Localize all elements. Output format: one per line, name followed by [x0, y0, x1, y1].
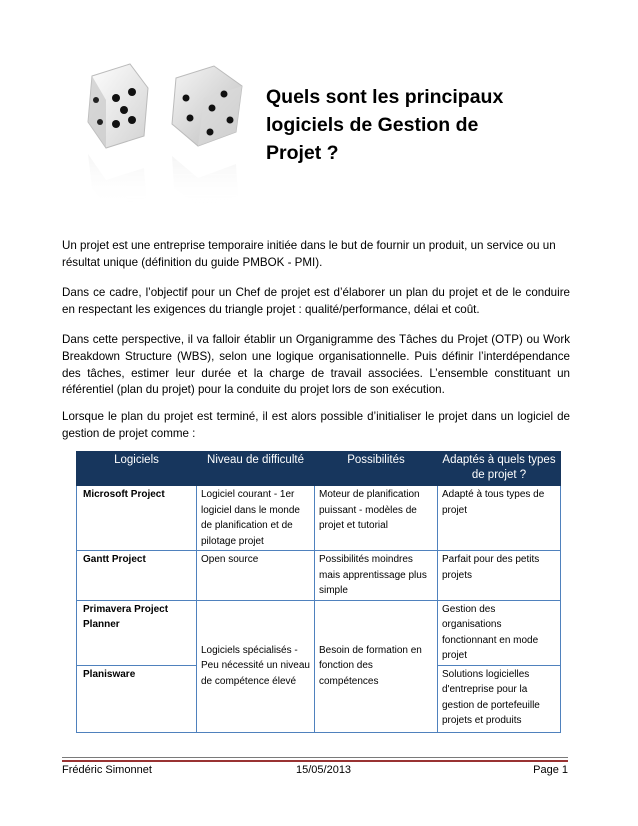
table-cell: Besoin de formation en fonction des compétences [315, 600, 438, 732]
dice-illustration [74, 58, 260, 218]
table-cell: Gestion des organisations fonctionnant en mode projet [438, 600, 561, 665]
footer-date: 15/05/2013 [296, 764, 352, 776]
table-cell: Primavera Project Planner [77, 600, 197, 665]
paragraph-objective: Dans ce cadre, l’objectif pour un Chef de projet est d’élaborer un plan du projet et de le conduire en respectant les exigences du triangle projet : qualité/performance, délai et coût. [62, 286, 570, 316]
paragraph-intro-table: Lorsque le plan du projet est terminé, il est alors possible d’initialiser le projet dans un logiciel de gestion de projet comme : [62, 410, 570, 440]
table-cell: Open source [197, 551, 315, 601]
paragraph-perspective: Dans cette perspective, il va falloir établir un Organigramme des Tâches du Projet (OTP) ou Work Breakdown Structure (WBS), selon une logique organisationnelle. Puis définir l’interdépendance des tâches, estimer leur durée et la charge de travail associées. L’ensemble constituant un référentiel (plan du projet) pour la conduite du projet lors de son exécution. [62, 333, 570, 397]
header-possibilites: Possibilités [315, 452, 438, 486]
header-adaptes: Adaptés à quels types de projet ? [438, 452, 561, 486]
table-cell: Possibilités moindres mais apprentissage plus simple [315, 551, 438, 601]
title-line: Quels sont les principaux [266, 86, 504, 108]
footer-author: Frédéric Simonnet [62, 764, 152, 776]
table-row [77, 551, 561, 601]
software-table [76, 451, 561, 733]
table-cell: Moteur de planification puissant - modèles de projet et tutorial [315, 486, 438, 551]
table-cell: Logiciel courant - 1er logiciel dans le monde de planification et de pilotage projet [197, 486, 315, 551]
table-header-row [77, 452, 561, 486]
header-niveau: Niveau de difficulté [197, 452, 315, 486]
title-line: logiciels de Gestion de [266, 114, 479, 136]
table-row [77, 486, 561, 551]
title-line: Projet ? [266, 142, 339, 164]
table-cell: Planisware [77, 665, 197, 732]
table-cell: Parfait pour des petits projets [438, 551, 561, 601]
page-title [266, 83, 566, 167]
footer-page-number: Page 1 [533, 764, 568, 776]
table-cell: Gantt Project [77, 551, 197, 601]
table-cell: Logiciels spécialisés - Peu nécessité un niveau de compétence élevé [197, 600, 315, 732]
die-right [172, 66, 242, 146]
footer-divider [62, 757, 568, 758]
table-cell: Microsoft Project [77, 486, 197, 551]
footer-divider-accent [62, 760, 568, 762]
table-cell: Adapté à tous types de projet [438, 486, 561, 551]
header-logiciels: Logiciels [77, 452, 197, 486]
paragraph-definition: Un projet est une entreprise temporaire initiée dans le but de fournir un produit, un service ou un résultat unique (définition du guide PMBOK - PMI). [62, 239, 556, 269]
table-cell: Solutions logicielles d'entreprise pour la gestion de portefeuille projets et produits [438, 665, 561, 732]
die-left [88, 64, 148, 148]
table-row [77, 600, 561, 665]
